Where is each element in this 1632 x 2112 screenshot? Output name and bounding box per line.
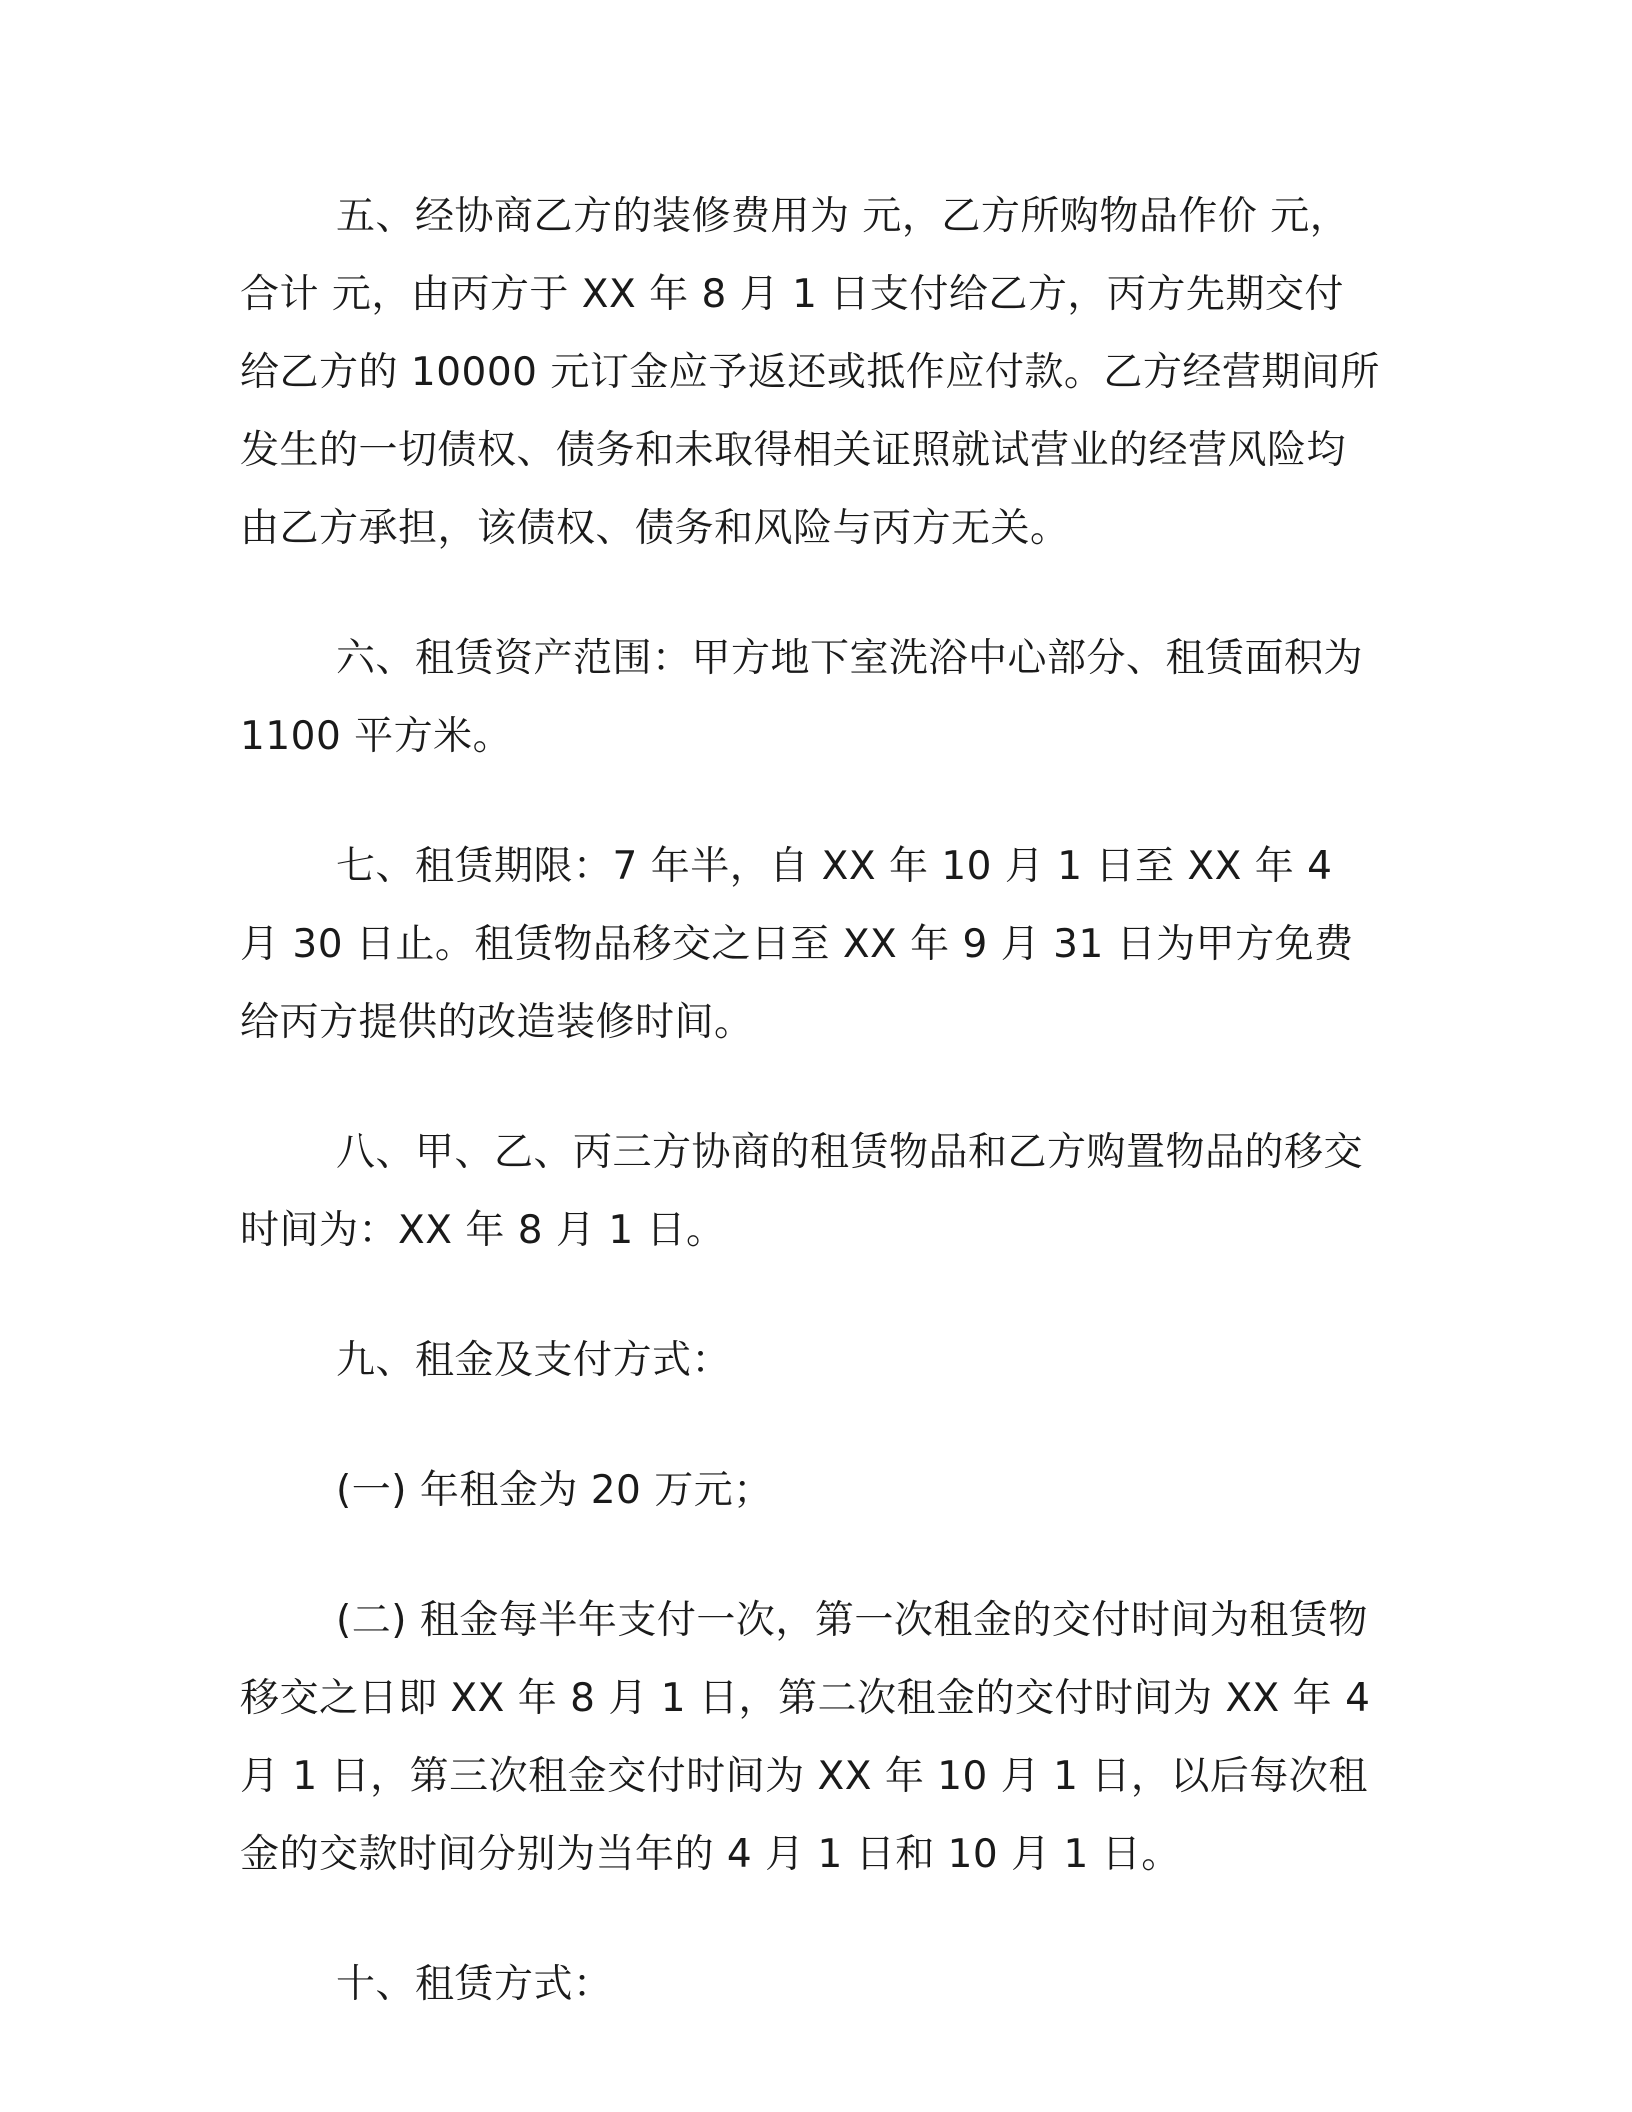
clause-9-item-1: (一) 年租金为 20 万元； [336, 1468, 773, 1513]
clause-9-item-2: (二) 租金每半年支付一次，第一次租金的交付时间为租赁物移交之日即 XX 年 8 月 1 日，第二次租金的交付时间为 XX 年 4 月 1 日，第三次租金交付时间为 XX 年 10 月 1 日，以后每次租金的交款时间分别为当年的 4 月 1 日和 10 月 1 日。 [240, 1598, 1371, 1877]
clause-5-paragraph: 五、经协商乙方的装修费用为 元，乙方所购物品作价 元，合计 元，由丙方于 XX 年 8 月 1 日支付给乙方，丙方先期交付给乙方的 10000 元订金应予返还或抵作应付款。乙方经营期间所发生的一切债权、债务和未取得相关证照就试营业的经营风险均由乙方承担，该债权、债务和风险与丙方无关。 [240, 194, 1380, 551]
clause-6-paragraph: 六、租赁资产范围：甲方地下室洗浴中心部分、租赁面积为 1100 平方米。 [240, 636, 1364, 759]
clause-7-paragraph: 七、租赁期限：7 年半，自 XX 年 10 月 1 日至 XX 年 4 月 30 日止。租赁物品移交之日至 XX 年 9 月 31 日为甲方免费给丙方提供的改造装修时间。 [240, 844, 1354, 1045]
clause-8-paragraph: 八、甲、乙、丙三方协商的租赁物品和乙方购置物品的移交时间为：XX 年 8 月 1 日。 [240, 1130, 1364, 1253]
clause-10-heading: 十、租赁方式： [336, 1962, 613, 2007]
document-body [240, 178, 1380, 2024]
clause-9-heading: 九、租金及支付方式： [336, 1338, 732, 1383]
